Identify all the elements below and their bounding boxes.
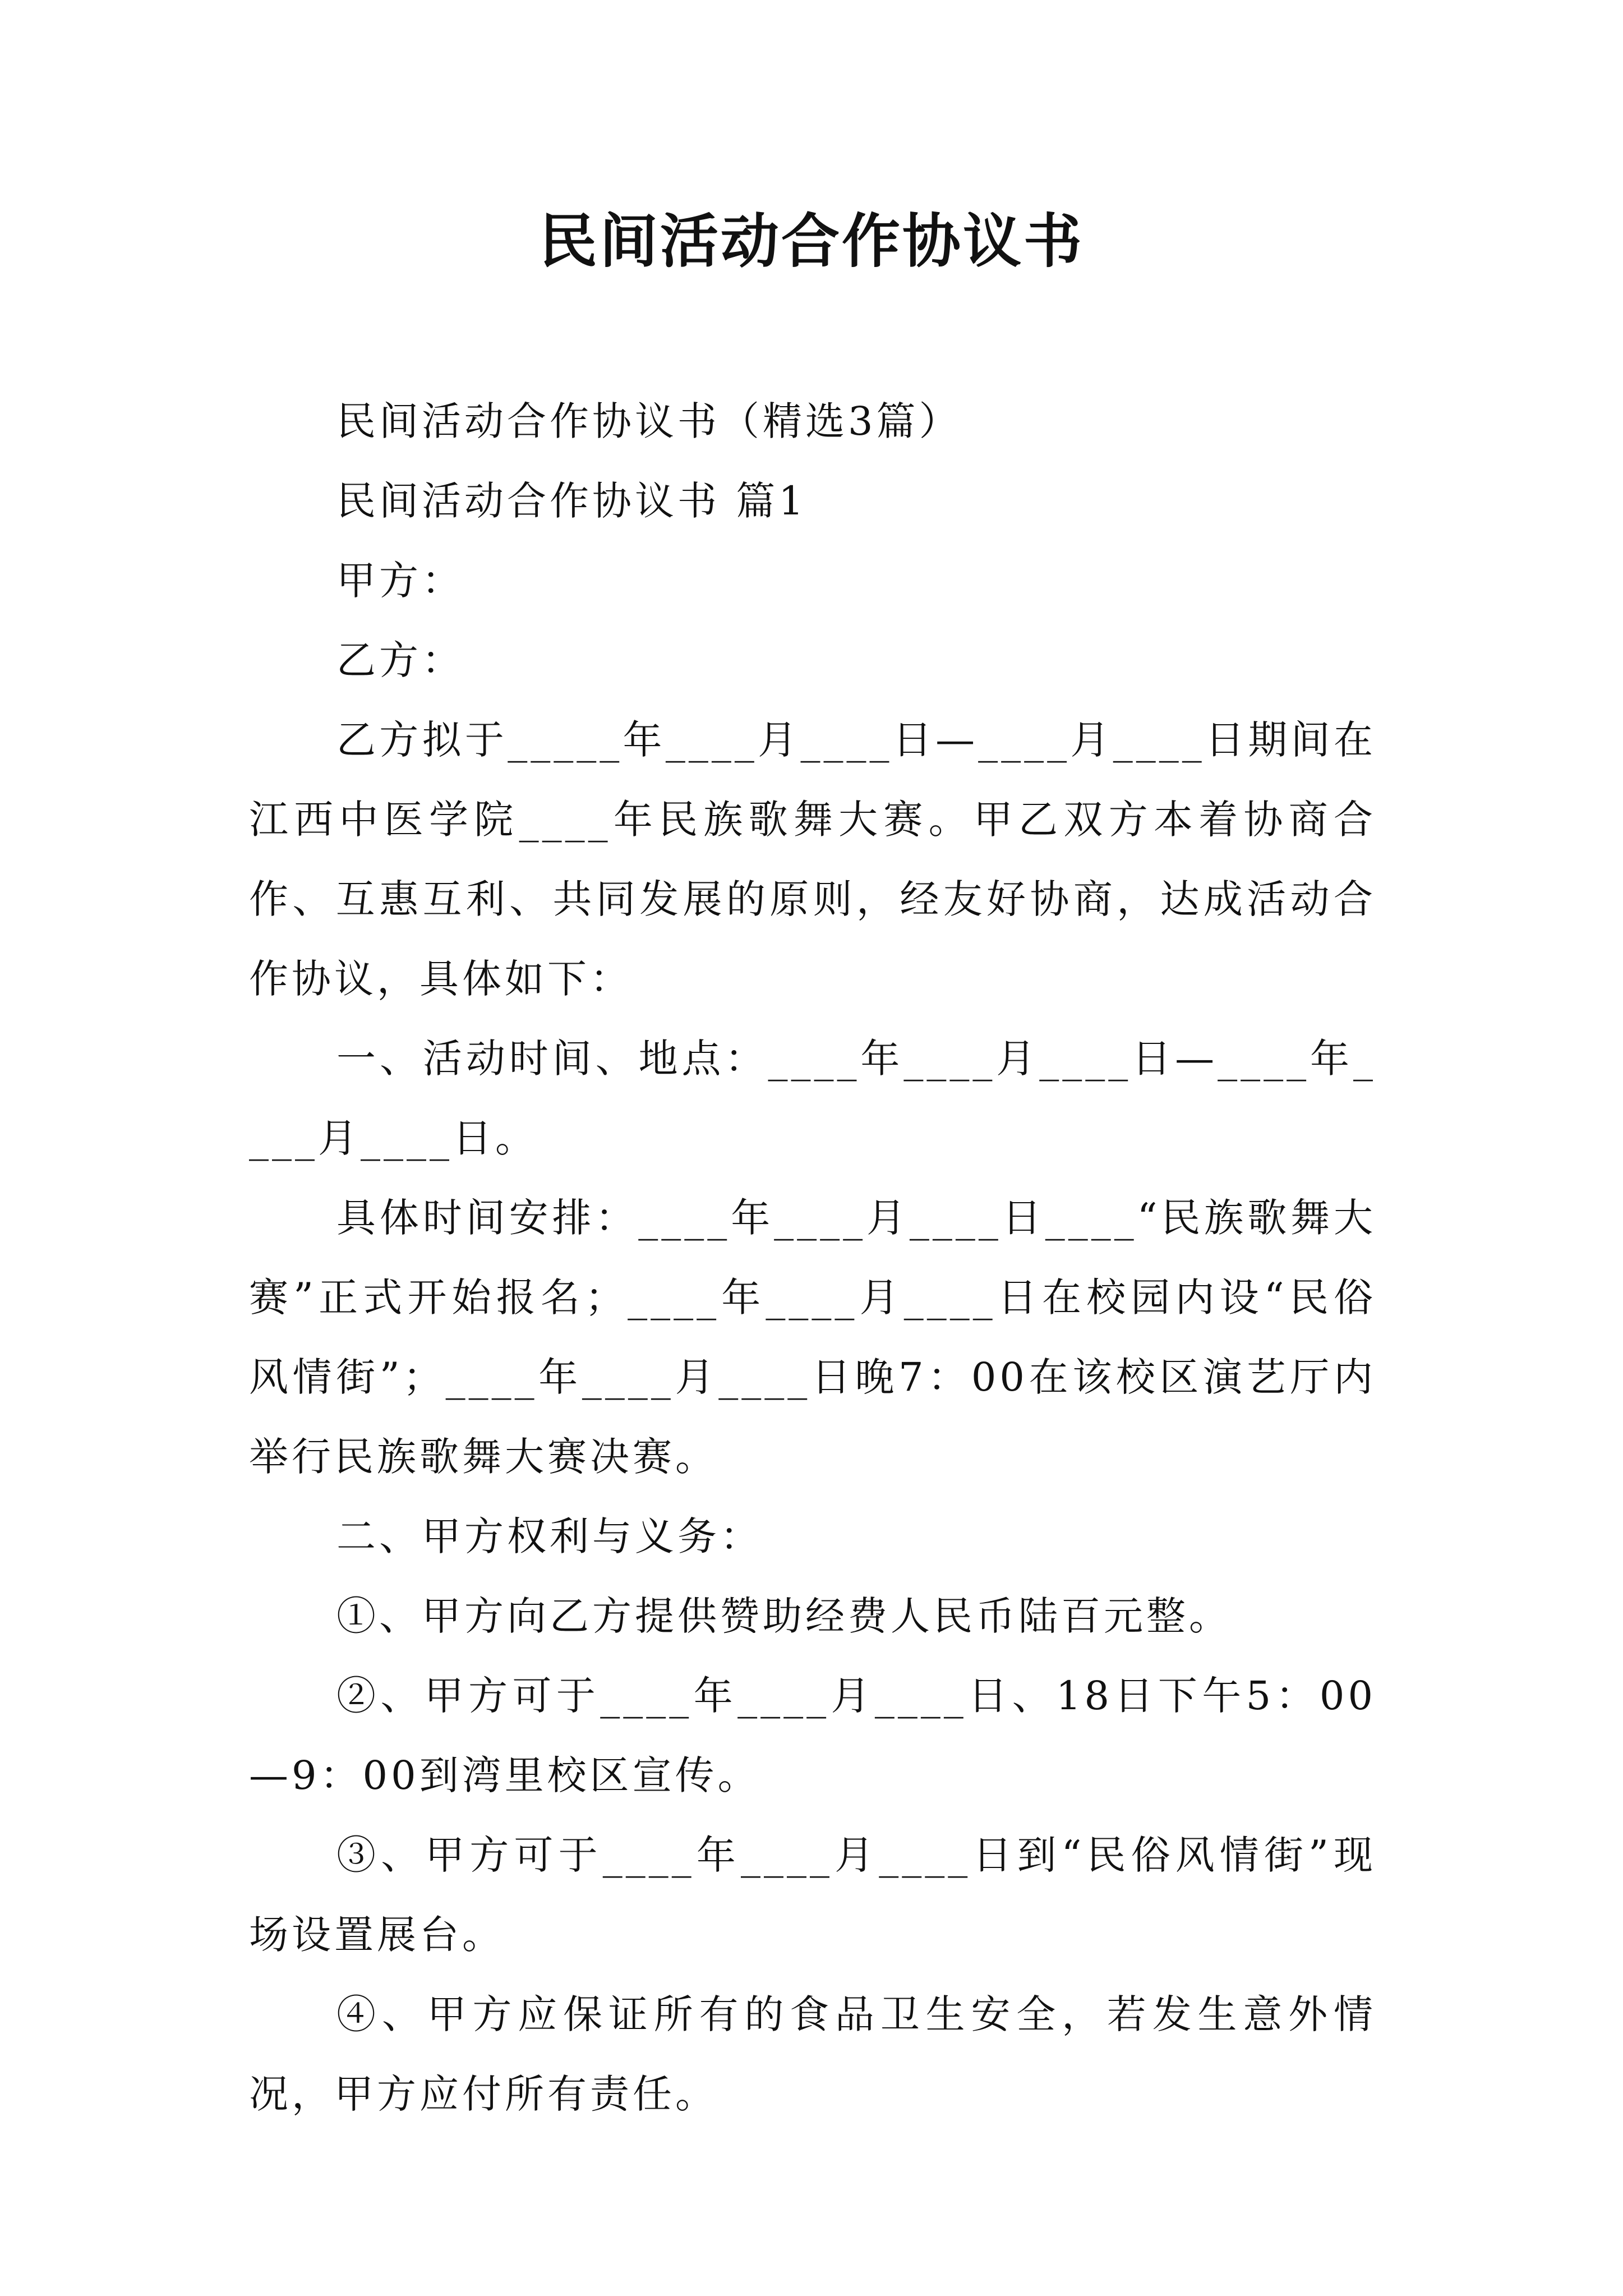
clause-time-location: 一、活动时间、地点：____年____月____日—____年____月____日。	[249, 1036, 1376, 1161]
section-heading: 民间活动合作协议书 篇1	[336, 478, 807, 524]
document-body	[249, 381, 1376, 2134]
item-2: ②、甲方可于____年____月____日、18日下午5：00—9：00到湾里校区宣传。	[249, 1673, 1376, 1798]
party-a-line: 甲方：	[336, 558, 464, 604]
item-4: ④、甲方应保证所有的食品卫生安全，若发生意外情况，甲方应付所有责任。	[249, 1991, 1376, 2117]
item-3: ③、甲方可于____年____月____日到“民俗风情街”现场设置展台。	[249, 1832, 1376, 1958]
document-title: 民间活动合作协议书	[538, 206, 1084, 275]
party-b-line: 乙方：	[336, 637, 464, 683]
item-1: ①、甲方向乙方提供赞助经费人民币陆百元整。	[336, 1593, 1232, 1639]
clause-party-a-rights: 二、甲方权利与义务：	[336, 1513, 763, 1559]
schedule-paragraph: 具体时间安排：____年____月____日____“民族歌舞大赛”正式开始报名；____年____月____日在校园内设“民俗风情街”；____年____月____日晚7：00在该校区演艺厅内举行民族歌舞大赛决赛。	[249, 1195, 1376, 1480]
intro-paragraph: 乙方拟于_____年____月____日—____月____日期间在江西中医学院____年民族歌舞大赛。甲乙双方本着协商合作、互惠互利、共同发展的原则，经友好协商，达成活动合作协议，具体如下：	[249, 717, 1376, 1002]
subtitle-line: 民间活动合作协议书（精选3篇）	[336, 398, 962, 444]
